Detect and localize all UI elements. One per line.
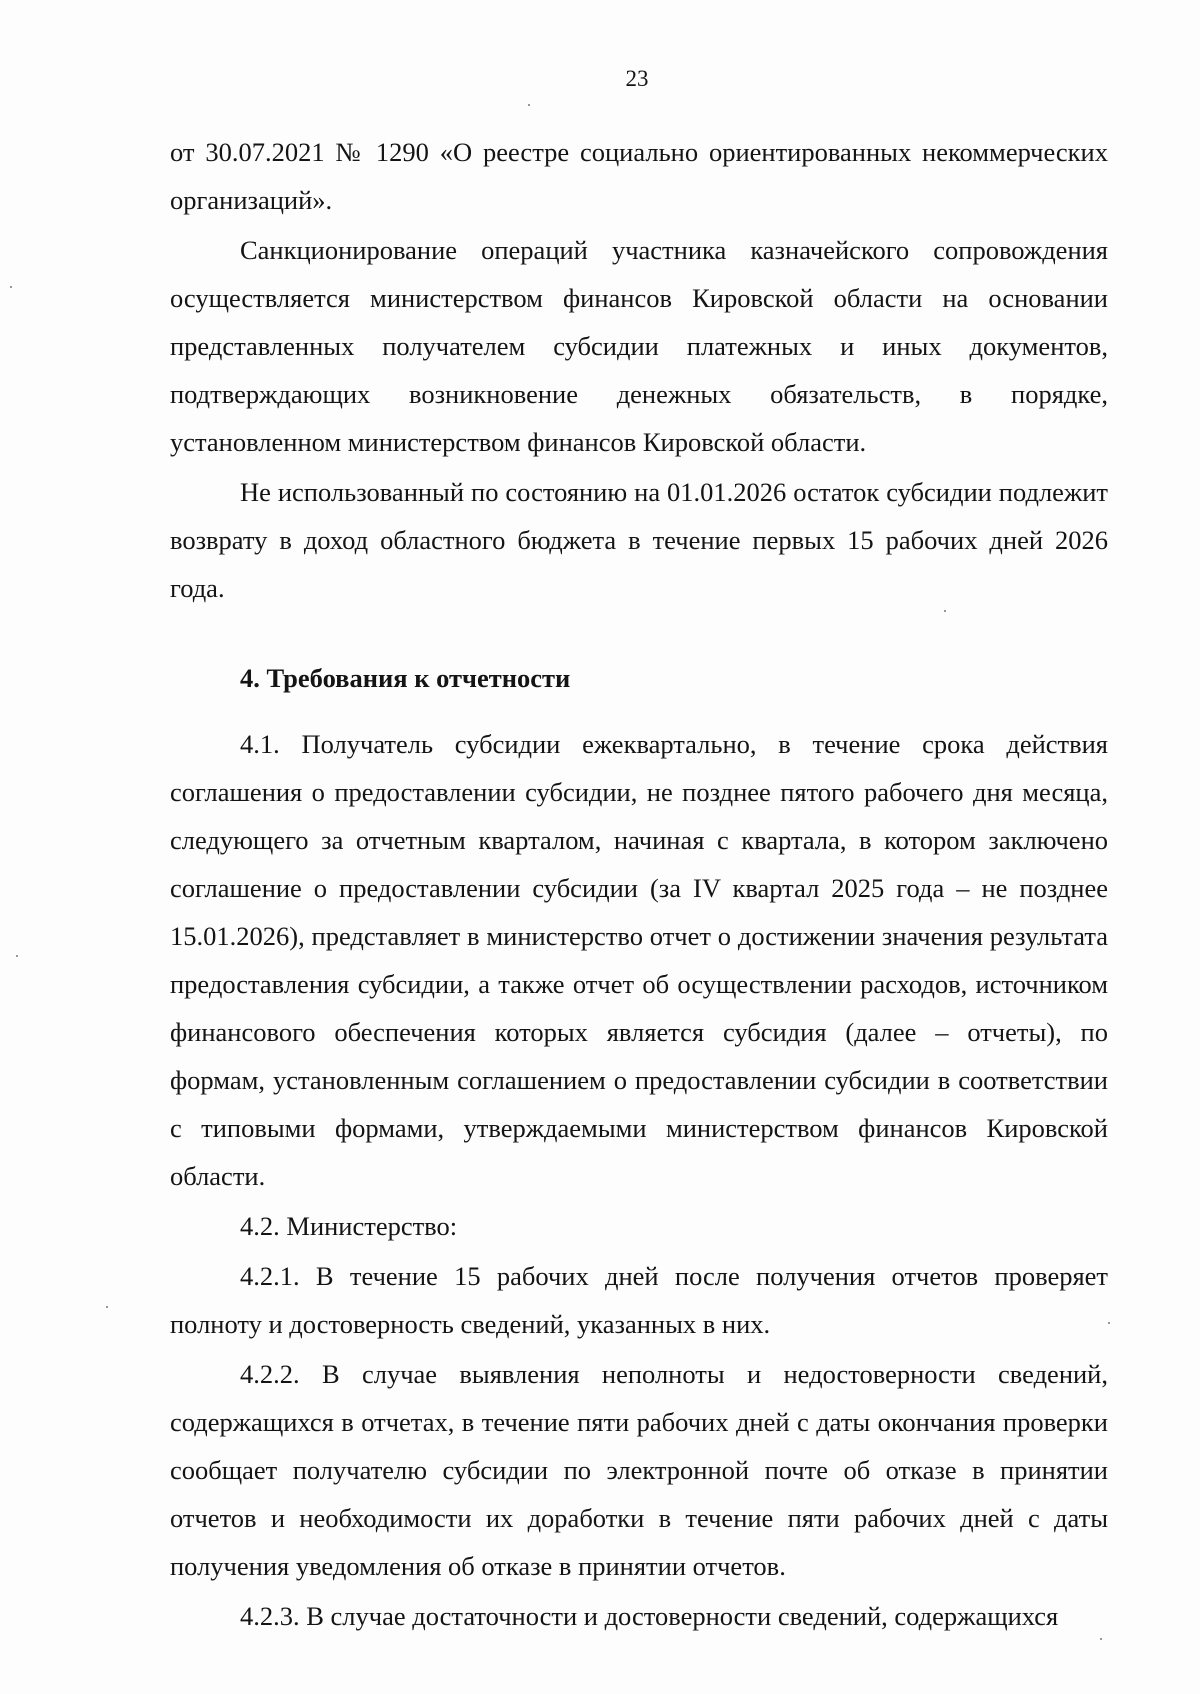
paragraph-4-1: 4.1. Получатель субсидии ежеквартально, в течение срока действия соглашения о предоставлении субсидии, не позднее пятого рабочего дня месяца, следующего за отчетным кварталом, начиная с квартала, в котором заключено соглашение о предоставлении субсидии (за IV квартал 2025 года – не позднее 15.01.2026), представляет в министерство отчет о достижении значения результата предоставления субсидии, а также отчет об осуществлении расходов, источником финансового обеспечения которых является субсидия (далее – отчеты), по формам, установленным соглашением о предоставлении субсидии в соответствии с типовыми формами, утверждаемыми министерством финансов Кировской области. [170,729,1108,1191]
paragraph-continuation: от 30.07.2021 № 1290 «О реестре социально ориентированных некоммерческих организаций». [170,137,1108,215]
document-body [170,128,1108,1642]
paragraph-unused-balance: Не использованный по состоянию на 01.01.2026 остаток субсидии подлежит возврату в доход областного бюджета в течение первых 15 рабочих дней 2026 года. [170,477,1108,603]
paragraph-sanctioning: Санкционирование операций участника казначейского сопровождения осуществляется министерством финансов Кировской области на основании представленных получателем субсидии платежных и иных документов, подтверждающих возникновение денежных обязательств, в порядке, установленном министерством финансов Кировской области. [170,235,1108,457]
scan-speck [944,610,946,612]
section-heading: 4. Требования к отчетности [240,663,571,693]
page-number: 23 [625,66,649,91]
scan-speck [16,955,18,957]
paragraph-4-2-1: 4.2.1. В течение 15 рабочих дней после получения отчетов проверяет полноту и достоверность сведений, указанных в них. [170,1261,1108,1339]
scan-speck [1108,1322,1110,1324]
scan-speck [1100,1638,1102,1640]
scan-speck [10,286,12,288]
paragraph-4-2-3: 4.2.3. В случае достаточности и достоверности сведений, содержащихся [240,1601,1059,1631]
scan-speck [106,1306,108,1308]
scan-speck [528,104,530,106]
paragraph-4-2-2: 4.2.2. В случае выявления неполноты и недостоверности сведений, содержащихся в отчетах, в течение пяти рабочих дней с даты окончания проверки сообщает получателю субсидии по электронной почте об отказе в принятии отчетов и необходимости их доработки в течение пяти рабочих дней с даты получения уведомления об отказе в принятии отчетов. [170,1359,1108,1581]
paragraph-4-2: 4.2. Министерство: [240,1211,458,1241]
